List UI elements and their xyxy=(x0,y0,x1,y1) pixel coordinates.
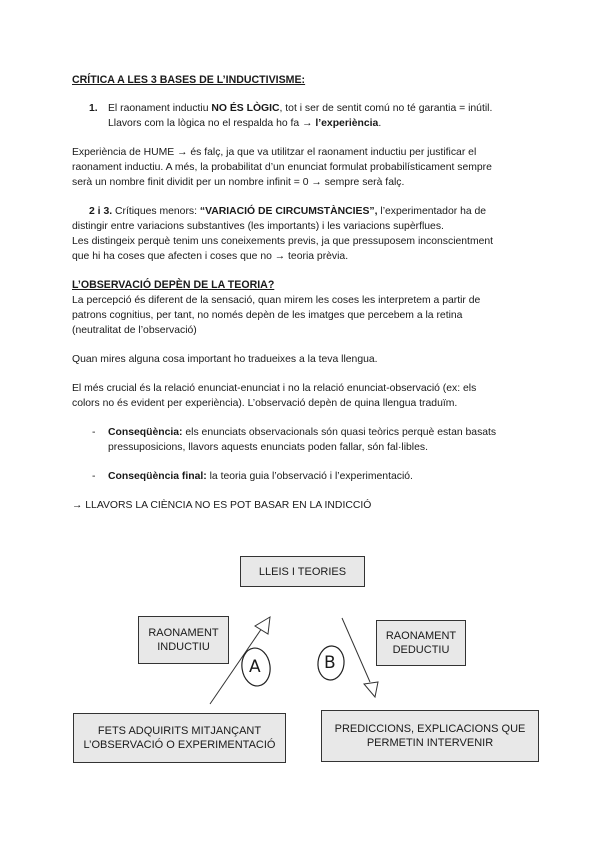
box-prediccions-line1: PREDICCIONS, EXPLICACIONS QUE xyxy=(334,723,526,735)
percepcio-line3: (neutralitat de l’observació) xyxy=(72,325,197,336)
label-a: A xyxy=(249,657,261,677)
item-23-line4: que hi ha coses que afecten i coses que no → teoria prèvia. xyxy=(72,251,349,262)
box-inductiu-line2: INDUCTIU xyxy=(157,641,210,653)
box-deductiu-line1: RAONAMENT xyxy=(385,630,457,642)
bullet-dash-1: - xyxy=(92,427,96,438)
section-title-critica: CRÍTICA A LES 3 BASES DE L’INDUCTIVISME: xyxy=(72,74,306,86)
llengua-paragraph: Quan mires alguna cosa important ho tradueixes a la teva llengua. xyxy=(72,354,378,365)
percepcio-line2: patrons cognitius, per tant, no només depèn de les imatges que percebem a la retina xyxy=(72,310,463,321)
bullet-dash-2: - xyxy=(92,471,96,482)
box-raonament-inductiu xyxy=(138,616,229,664)
section-title-observacio: L’OBSERVACIÓ DEPÈN DE LA TEORIA? xyxy=(72,279,275,291)
box-lleis-teories xyxy=(240,556,365,587)
box-raonament-deductiu xyxy=(376,620,466,666)
item-1-line2: Llavors com la lògica no el respalda ho fa → l’experiència. xyxy=(108,118,382,129)
item-23-line3: Les distingeix perquè tenim uns coneixements previs, ja que pressuposem inconscientment xyxy=(72,236,494,247)
consequencia-line2: pressuposicions, llavors aquests enunciats poden fallar, són fal·libles. xyxy=(108,442,428,453)
box-prediccions xyxy=(321,710,539,762)
box-lleis-teories-label: LLEIS I TEORIES xyxy=(258,565,347,578)
box-fets-adquirits xyxy=(73,713,286,763)
item-1-line1: El raonament inductiu NO ÉS LÒGIC, tot i ser de sentit comú no té garantia = inútil. xyxy=(108,103,493,114)
label-b: B xyxy=(324,653,336,673)
conclusion-line: → LLAVORS LA CIÈNCIA NO ES POT BASAR EN LA INDICCIÓ xyxy=(72,500,372,511)
item-23-line2: distingir entre variacions substantives (les importants) i les variacions supèrflues. xyxy=(72,221,444,232)
box-fets-line2: L’OBSERVACIÓ O EXPERIMENTACIÓ xyxy=(83,739,276,751)
arrow-deductive-head xyxy=(364,682,378,697)
hume-line3: serà un nombre finit dividit per un nombre infinit = 0 → sempre serà falç. xyxy=(72,177,405,188)
box-inductiu-line1: RAONAMENT xyxy=(148,627,219,639)
consequencia-line1: Conseqüència: els enunciats observacionals són quasi teòrics perquè estan basats xyxy=(108,427,497,438)
consequencia-final: Conseqüència final: la teoria guia l’observació i l’experimentació. xyxy=(108,471,413,482)
box-fets-line1: FETS ADQUIRITS MITJANÇANT xyxy=(97,725,262,737)
hume-line1: Experiència de HUME → és falç, ja que va utilitzar el raonament inductiu per justificar el xyxy=(72,147,477,158)
hume-line2: raonament inductiu. A més, la probabilitat d’un enunciat formulat probabilísticament sempre xyxy=(72,162,492,173)
crucial-line2: colors no és evident per experiència). L’observació depèn de quina llengua traduïm. xyxy=(72,398,458,409)
percepcio-line1: La percepció és diferent de la sensació, quan mirem les coses les interpretem a partir de xyxy=(72,295,481,306)
item-23-line1: 2 i 3. Crítiques menors: “VARIACIÓ DE CIRCUMSTÀNCIES”, l’experimentador ha de xyxy=(89,206,487,217)
arrow-deductive-shaft xyxy=(342,618,370,682)
box-prediccions-line2: PERMETIN INTERVENIR xyxy=(366,737,494,749)
crucial-line1: El més crucial és la relació enunciat-enunciat i no la relació enunciat-observació (ex: els xyxy=(72,383,477,394)
arrow-inductive-head xyxy=(255,617,270,634)
box-deductiu-line2: DEDUCTIU xyxy=(392,644,450,656)
item-1-number: 1. xyxy=(89,103,98,114)
